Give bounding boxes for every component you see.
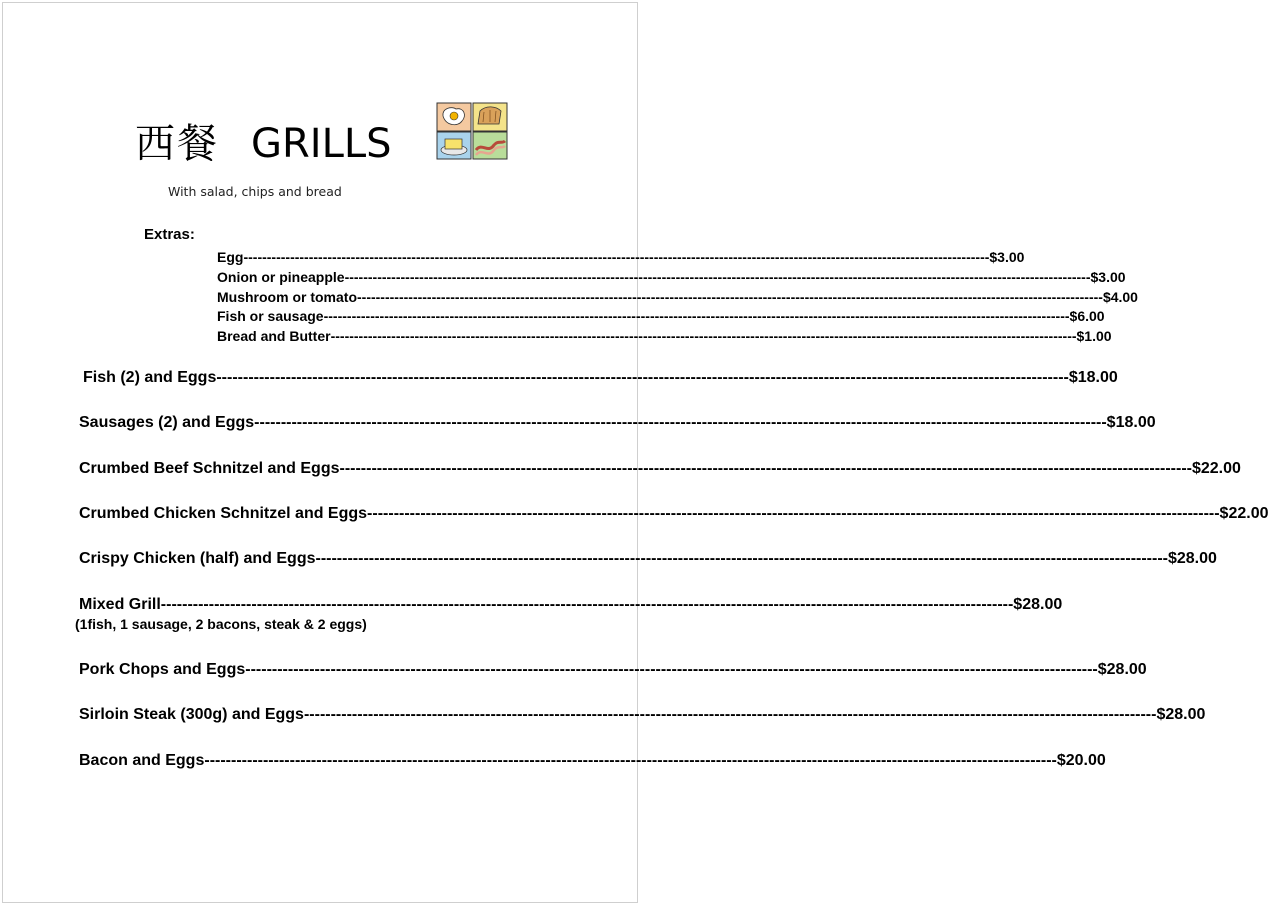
extras-item <box>217 288 1138 308</box>
fried-egg-icon <box>437 103 471 131</box>
menu-item <box>79 752 1106 770</box>
extras-item-price: $1.00 <box>1076 328 1112 345</box>
dot-leader: ---------------------------------------------------------------------------------------------------------------------------------------------------------------- <box>243 249 990 265</box>
extras-item-name: Onion or pineapple <box>217 268 345 285</box>
subtitle: With salad, chips and bread <box>168 184 342 199</box>
menu-item-price: $28.00 <box>1167 550 1217 567</box>
extras-item <box>217 248 1025 268</box>
breakfast-clipart <box>436 102 508 160</box>
dot-leader: ---------------------------------------------------------------------------------------------------------------------------------------------------------------- <box>160 596 1014 613</box>
menu-item-name: Bacon and Eggs <box>79 752 205 769</box>
menu-item-name: Pork Chops and Eggs <box>79 661 246 678</box>
menu-item-price: $20.00 <box>1056 752 1106 769</box>
dot-leader: ---------------------------------------------------------------------------------------------------------------------------------------------------------------- <box>315 550 1168 567</box>
butter-icon <box>437 132 471 159</box>
bread-loaf-icon <box>473 103 507 131</box>
extras-item-name: Fish or sausage <box>217 308 324 325</box>
dot-leader: ---------------------------------------------------------------------------------------------------------------------------------------------------------------- <box>357 288 1103 305</box>
menu-item-price: $22.00 <box>1219 505 1268 522</box>
dot-leader: ---------------------------------------------------------------------------------------------------------------------------------------------------------------- <box>204 752 1057 769</box>
extras-item-price: $3.00 <box>989 249 1025 265</box>
menu-item <box>79 414 1156 432</box>
dot-leader: ---------------------------------------------------------------------------------------------------------------------------------------------------------------- <box>323 308 1070 325</box>
dot-leader: ---------------------------------------------------------------------------------------------------------------------------------------------------------------- <box>303 706 1157 723</box>
menu-item-price: $22.00 <box>1191 460 1241 477</box>
menu-item <box>79 460 1241 478</box>
menu-item <box>79 706 1206 724</box>
dot-leader: ---------------------------------------------------------------------------------------------------------------------------------------------------------------- <box>344 268 1091 285</box>
menu-item-name: Mixed Grill <box>79 596 161 613</box>
menu-item-price: $18.00 <box>1106 414 1156 431</box>
menu-item-price: $28.00 <box>1097 661 1147 678</box>
menu-item <box>79 596 1063 614</box>
menu-item-name: Fish (2) and Eggs <box>83 369 217 386</box>
menu-item-name: Sausages (2) and Eggs <box>79 414 255 431</box>
menu-item-price: $28.00 <box>1156 706 1206 723</box>
menu-item-name: Sirloin Steak (300g) and Eggs <box>79 706 304 723</box>
menu-item-name: Crumbed Chicken Schnitzel and Eggs <box>79 505 368 522</box>
menu-item-price: $28.00 <box>1013 596 1063 613</box>
menu-item <box>79 550 1217 568</box>
dot-leader: ---------------------------------------------------------------------------------------------------------------------------------------------------------------- <box>245 661 1098 678</box>
extras-heading: Extras: <box>144 226 195 243</box>
menu-item-name: Crumbed Beef Schnitzel and Eggs <box>79 460 340 477</box>
dot-leader: ---------------------------------------------------------------------------------------------------------------------------------------------------------------- <box>330 328 1077 345</box>
title-english: GRILLS <box>251 121 392 167</box>
menu-page <box>2 2 1268 903</box>
dot-leader: ---------------------------------------------------------------------------------------------------------------------------------------------------------------- <box>367 505 1220 522</box>
title-chinese: 西餐 <box>135 121 219 167</box>
bacon-icon <box>473 132 507 159</box>
menu-item-price: $18.00 <box>1068 369 1118 386</box>
extras-item-name: Mushroom or tomato <box>217 288 357 305</box>
extras-item-price: $6.00 <box>1069 308 1105 325</box>
extras-item <box>217 327 1112 347</box>
dot-leader: ---------------------------------------------------------------------------------------------------------------------------------------------------------------- <box>339 460 1192 477</box>
extras-item-price: $4.00 <box>1102 288 1138 305</box>
extras-item <box>217 307 1105 327</box>
menu-item <box>79 505 1268 523</box>
extras-list <box>217 248 1138 347</box>
page-title <box>135 119 392 169</box>
extras-item-name: Bread and Butter <box>217 328 331 345</box>
extras-item-price: $3.00 <box>1090 268 1126 285</box>
menu-item-note: (1fish, 1 sausage, 2 bacons, steak & 2 eggs) <box>75 616 367 632</box>
dot-leader: ---------------------------------------------------------------------------------------------------------------------------------------------------------------- <box>254 414 1107 431</box>
extras-item-name: Egg <box>217 249 244 265</box>
extras-item <box>217 268 1126 288</box>
menu-item <box>79 661 1147 679</box>
menu-item <box>83 369 1118 387</box>
menu-item-name: Crispy Chicken (half) and Eggs <box>79 550 316 567</box>
dot-leader: ---------------------------------------------------------------------------------------------------------------------------------------------------------------- <box>216 369 1069 386</box>
